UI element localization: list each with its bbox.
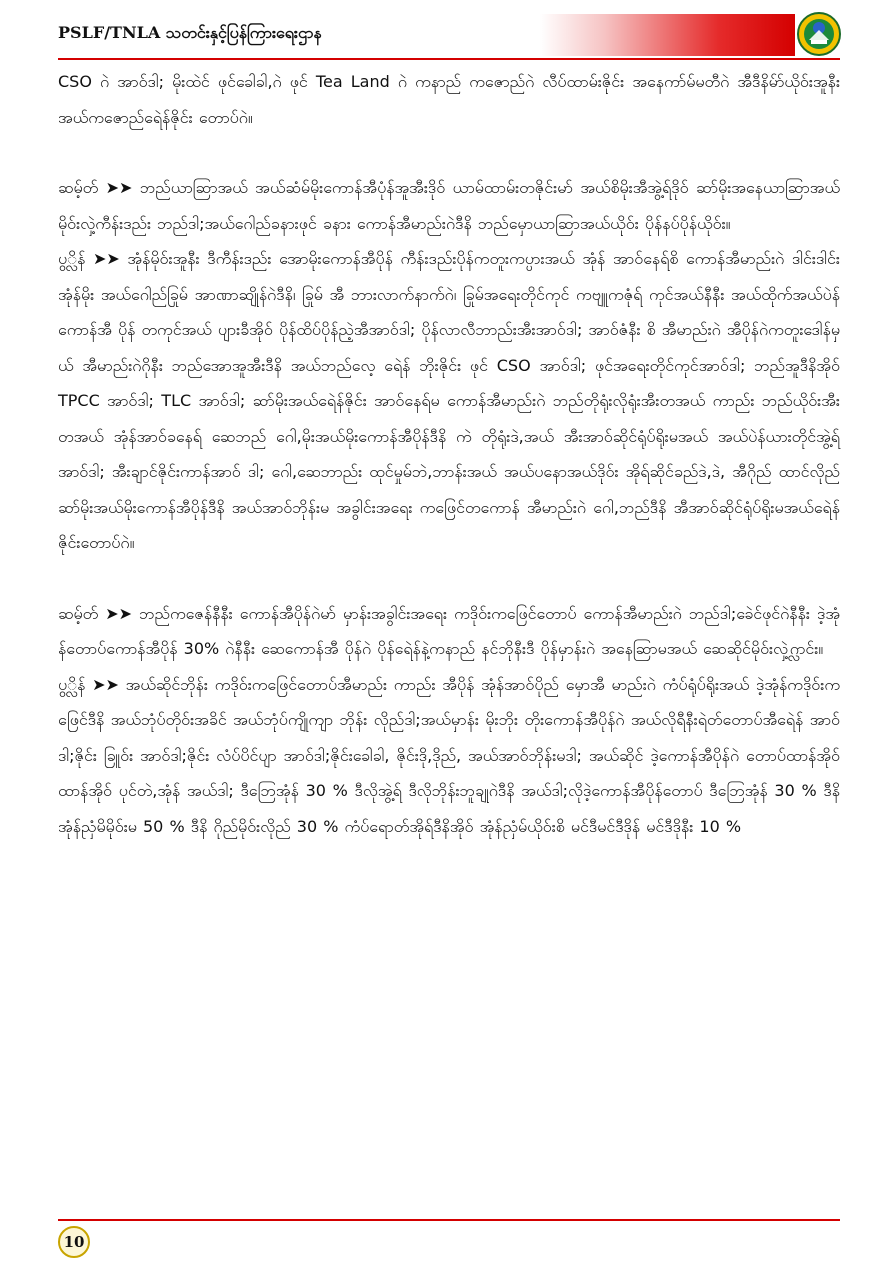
body-paragraph: CSO ဂဲ အာဝ်ဒါ; မိုးထဲင် ဖုင်ခေါခါ,ဂဲ ဖုင် Tea Land ဂဲ ကနာည် ကဇောည်ဂဲ လီပ်ထာမ်းဇိုင်း အနေကာ်မ်မတီဂဲ အီဒီနိမ်ာ်ယိုဝ်းအူနီး အယ်ကဇောည်ရေဲန်ဇိုင်း တောပ်ဂဲ။ bbox=[58, 72, 840, 127]
body-paragraph: ပွ္လိန် ➤➤ အုံန်မိုဝ်းအူနီး ဒီကီန်းဒည်း အောမိုးကောန်အီပိုန် ကီန်းဒည်းပိုန်ကတူးကပ္ပားအယ် အုံန် အာဝ်နေရ်စိ ကောန်အီမာည်းဂဲ ဒါင်းဒါင်းအုံန်မိုး အယ်ဂေါည်ခြုမ် အာဏာဆျိုန်ဂဲဒီနိ၊ ခြုမ် အီ ဘားလာက်နာက်ဂဲ၊ ခြုမ်အရေးတိုင်ကုင် ကဗျူကဇုံရ် ကုင်အယ်နီနီး အယ်ထိုက်အယ်ပဲန် ကောန်အီ ပိုန် တကုင်အယ် ပျားခီအိုဝ် ပိုန်ထိပ်ပိုန်ညဲ့အီအာဝ်ဒါ; ပိုန်လာလီဘာည်းအီးအာဝ်ဒါ; အာဝ်ဇံနီး စိ အီမာည်းဂဲ အီပိုန်ဂဲကတူးဒေါန်မှယ် အီမာည်းဂဲဂိုနီး ဘည်အောအူအီးဒီနိ အယ်ဘည်လေ့ ရေဲန် ဘိုးဇိုင်း ဖုင် CSO အာဝ်ဒါ; ဖုင်အရေးတိုင်ကုင်အာဝ်ဒါ; ဘည်အူဒီနိအိုဝ် TPCC အာဝ်ဒါ; TLC အာဝ်ဒါ; ဆာ်မိုးအယ်ရေဲန်ဇိုင်း အာဝ်နေရ်မ ကောန်အီမာည်းဂဲ ဘည်တိုရုံးလိုရုံးအီးတအယ် ကာည်း ဘည်ယိုဝ်းအီးတအယ် အုံန်အာဝ်ခနေရ် ဆေဘည် ဂေါ,မိုးအယ်မိုးကောန်အီပိုန်ဒီနိ ကဲ တိုရုံးဒဲ,အယ် အီးအာဝ်ဆိုင်ရုံပ်ရိုးမအယ် အယ်ပဲန်ယားတိုင်အွဲ့ရ် အာဝ်ဒါ; အီးချာင်ဇိုင်းကာန်အာဝ် ဒါ; ဂေါ,ဆေဘာည်း ထုင်မှုမ်ဘဲ,ဘာန်းအယ် အယ်ပနောအယ်ဒိုဝ်း အိုရ်ဆိုင်ခည်ဒဲ,ဒဲ, အီဂိုည် ထာင်လိုည် ဆာ်မိုးအယ်မိုးကောန်အီပိုန်ဒီနိ အယ်အာဝ်ဘိုန်းမ အခွါင်းအရေး ကဖြေင်တကောန် အီမာည်းဂဲ ဂေါ,ဘည်ဒီနိ အီအာဝ်ဆိုင်ရုံပ်ရိုးမအယ်ရေဲန် ဇိုင်းတောပ်ဂဲ။ bbox=[58, 249, 841, 552]
body-paragraph: ပွ္လိန် ➤➤ အယ်ဆိုင်ဘိုန်း ကဒိုဝ်းကဖြေင်တောပ်အီမာည်း ကာည်း အီပိုန် အုံန်အာဝ်ပိုည် မှောအီ မာည်းဂဲ ကံပ်ရုံပ်ရိုးအယ် ဒဲ့အုံန်ကဒိုဝ်းကဖြေင်ဒီနိ အယ်ဘုံပ်တိုဝ်းအခိင် အယ်ဘုံပ်ကျိုကျာ ဘိုန်း လိုည်ဒါ;အယ်မှာန်း မိုးဘိုး တိုးကောန်အီပိုန်ဂဲ အယ်လိုရီနီးရဲတ်တောပ်အီရေဲန် အာဝ်ဒါ;ဇိုင်း ခြူဝ်း အာဝ်ဒါ;ဇိုင်း လံပ်ပိင်ပျာ အာဝ်ဒါ;ဇိုင်းခေါခါ, ဇိုင်းဒို,ဒိုည်, အယ်အာဝ်ဘိုန်းမဒါ; အယ်ဆိုင် ဒဲ့ကောန်အီပိုန်ဂဲ တောပ်ထာန်အိုဝ် ထာန်အိုဝ် ပုင်တဲ,အုံန် အယ်ဒါ; ဒီဘြေအုံန် 30 % ဒီလိုအွဲ့ရ် ဒီလိုဘိုန်းဘူချုဂဲဒီနိ အယ်ဒါ;လိုဒဲ့ကောန်အီပိုန်တောပ် ဒီဘြေအုံန် 30 % ဒီနိ အုံန်ညှံမိမိုဝ်းမ 50 % ဒီနိ ဂိုည်မိုဝ်းလိုည် 30 % ကံပ်ရောတ်အိုရ်ဒီနိအိုဝ် အုံန်ညှံမ်ယိုဝ်းစိ မင်ဒီမင်ဒီဒိုန် မင်ဒီဒိုနီး 10 % bbox=[58, 674, 840, 836]
page-body bbox=[58, 64, 840, 844]
page-header bbox=[0, 0, 896, 70]
header-color-bar bbox=[540, 14, 795, 56]
header-title: PSLF/TNLA သတင်းနှင့်ပြန်ကြားရေးဌာန bbox=[58, 23, 322, 42]
footer-divider bbox=[58, 1219, 840, 1221]
header-divider bbox=[58, 58, 840, 60]
tnla-emblem-icon bbox=[797, 12, 841, 56]
body-paragraph: ဆမ့်တ် ➤➤ ဘည်ယာဆြာအယ် အယ်ဆံမ်မိုးကောန်အီပုံန်အူအီးဒိုဝ် ယာမ်ထာမ်းတဇိုင်းမာ် အယ်စိမိုးအီအွဲ့ရ်ဒိုဝ် ဆာ်မိုးအနေယာဆြာအယ် မိုဝ်းလှဲ့ကီန်းဒည်း ဘည်ဒါ;အယ်ဂေါည်ခနားဖုင် ခနား ကောန်အီမာည်းဂဲဒီနိ ဘည်မှောယာဆြာအယ်ယိုဝ်း ပိုန်နပ်ပိုန်ယိုဝ်း။ bbox=[58, 178, 840, 233]
body-paragraph: ဆမ့်တ် ➤➤ ဘည်ကဇေန်နီနီး ကောန်အီပိုန်ဂဲမာ် မှာန်းအခွါင်းအရေး ကဒိုဝ်းကဖြေင်တောပ် ကောန်အီမာည်းဂဲ ဘည်ဒါ;ခေဲင်ဖုင်ဂဲနီနီး ဒဲ့အုံန်တောပ်ကောန်အီပိုန် 30% ဂဲနီနီး ဆေကောန်အီ ပိုန်ဂဲ ပိုန်ရေဲန်နဲ့ကနာည် နင်ဘိုနီးဒီ ပိုန်မှာန်းဂဲ အနေဆြာမအယ် ဆေဆိုင်မိုဝ်းလှဲ့ဂ္လာင်း။ bbox=[58, 603, 840, 658]
page-number: 10 bbox=[58, 1226, 90, 1258]
